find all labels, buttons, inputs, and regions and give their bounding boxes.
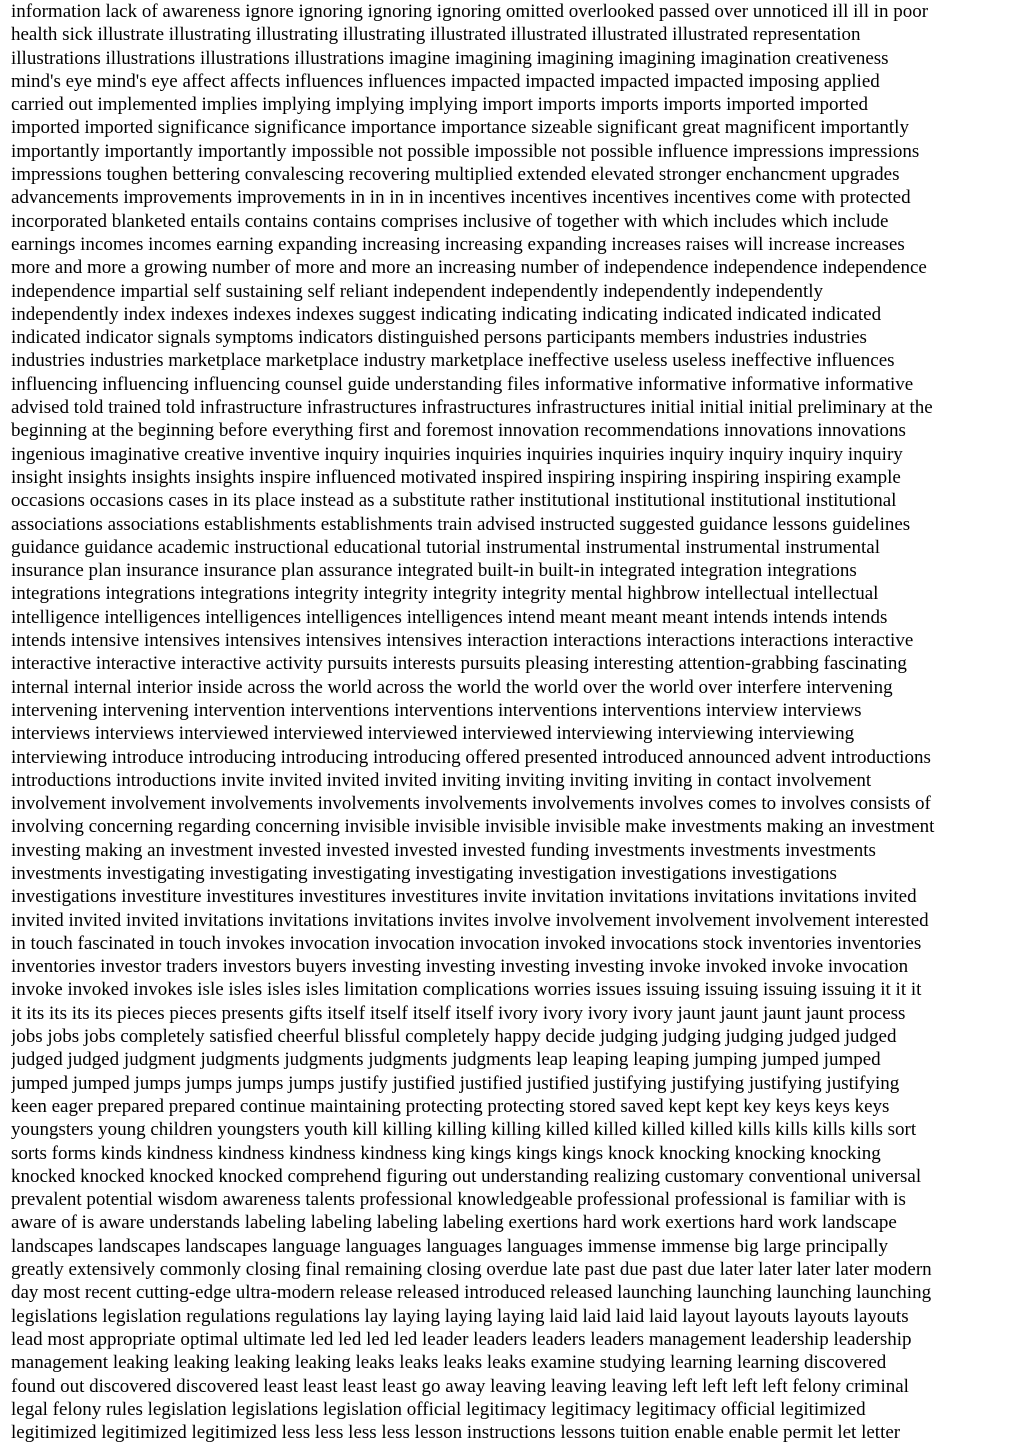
text-line: intelligence intelligences intelligences intelligences intelligences intend meant meant meant intends intends intends (11, 606, 888, 628)
text-line: inventories investor traders investors buyers investing investing investing investing invoke invoked invoke invocation (11, 956, 909, 978)
text-line: intends intensive intensives intensives intensives intensives interaction interactions interactions interactions interactive (11, 630, 914, 652)
text-line: keen eager prepared prepared continue maintaining protecting protecting stored saved kept kept key keys keys keys (11, 1095, 890, 1117)
text-line: independence impartial self sustaining self reliant independent independently independently independently (11, 280, 823, 302)
text-line: interactive interactive interactive activity pursuits interests pursuits pleasing interesting attention-grabbing fascinating (11, 653, 907, 675)
text-line: advised told trained told infrastructure infrastructures infrastructures infrastructures initial initial initial preliminary at the (11, 397, 933, 419)
text-line: ingenious imaginative creative inventive inquiry inquiries inquiries inquiries inquiries inquiry inquiry inquiry inquiry (11, 443, 903, 465)
text-line: information lack of awareness ignore ignoring ignoring ignoring omitted overlooked passed over unnoticed ill ill in poor (11, 1, 929, 22)
text-line: importantly importantly importantly impossible not possible impossible not possible influence impressions impressions (11, 140, 920, 162)
text-line: impressions toughen bettering convalescing recovering multiplied extended elevated stronger enchancment upgrades (11, 164, 900, 186)
text-line: interviewing introduce introducing introducing introducing offered presented introduced announced advent introductions (11, 746, 931, 768)
text-line: insight insights insights insights inspire influenced motivated inspired inspiring inspiring inspiring inspiring example (11, 466, 901, 488)
text-line: internal internal interior inside across the world across the world the world over the world over interfere intervening (11, 676, 893, 698)
text-line: carried out implemented implies implying implying implying import imports imports imports imported imported (11, 94, 869, 116)
text-line: involving concerning regarding concerning invisible invisible invisible invisible make investments making an investment (11, 816, 935, 838)
text-line: sorts forms kinds kindness kindness kindness kindness king kings kings kings knock knocking knocking knocking (11, 1142, 881, 1164)
text-line: day most recent cutting-edge ultra-modern release released introduced released launching launching launching launching (11, 1282, 932, 1304)
text-line: guidance guidance academic instructional educational tutorial instrumental instrumental instrumental instrumental (11, 536, 880, 558)
text-line: invited invited invited invitations invitations invitations invites involve involvement involvement involvement interested (11, 909, 929, 931)
text-line: invoke invoked invokes isle isles isles isles limitation complications worries issues issuing issuing issuing issuing it it it (11, 979, 922, 1001)
text-line: health sick illustrate illustrating illustrating illustrating illustrated illustrated illustrated illustrated representation (11, 24, 861, 46)
text-line: incorporated blanketed entails contains contains comprises inclusive of together with which includes which include (11, 210, 889, 232)
text-line: intervening intervening intervention interventions interventions interventions interventions interview interviews (11, 699, 862, 721)
word-list-body (11, 0, 1018, 1444)
text-line: associations associations establishments establishments train advised instructed suggested guidance lessons guidelines (11, 513, 911, 535)
text-line: interviews interviews interviewed interviewed interviewed interviewed interviewing interviewing interviewing (11, 723, 855, 745)
text-line: more and more a growing number of more and more an increasing number of independence independence independence (11, 257, 927, 279)
text-line: legal felony rules legislation legislations legislation official legitimacy legitimacy legitimacy official legitimized (11, 1398, 866, 1420)
text-line: insurance plan insurance insurance plan assurance integrated built-in built-in integrated integration integrations (11, 560, 857, 582)
text-line: in touch fascinated in touch invokes invocation invocation invocation invoked invocations stock inventories inventories (11, 932, 922, 954)
text-line: imported imported significance significance importance importance sizeable significant great magnificent importantly (11, 117, 909, 139)
text-line: beginning at the beginning before everything first and foremost innovation recommendations innovations innovations (11, 420, 906, 442)
text-line: knocked knocked knocked knocked comprehend figuring out understanding realizing customary conventional universal (11, 1165, 922, 1187)
text-line: involvement involvement involvements involvements involvements involvements involves comes to involves consists of (11, 793, 931, 815)
text-line: illustrations illustrations illustrations illustrations imagine imagining imagining imagining imagination creativeness (11, 47, 889, 69)
text-line: found out discovered discovered least least least least go away leaving leaving leaving left left left left felony criminal (11, 1375, 909, 1397)
text-line: lead most appropriate optimal ultimate led led led led leader leaders leaders leaders management leadership leadership (11, 1328, 912, 1350)
text-line: landscapes landscapes landscapes language languages languages languages immense immense big large principally (11, 1235, 889, 1257)
text-line: legitimized legitimized legitimized less less less less lesson instructions lessons tuition enable enable permit let letter (11, 1422, 901, 1444)
text-line: judged judged judgment judgments judgments judgments judgments leap leaping leaping jumping jumped jumped (11, 1049, 881, 1071)
text-line: youngsters young children youngsters youth kill killing killing killing killed killed killed killed kills kills kills kills sort (11, 1119, 917, 1141)
text-line: investing making an investment invested invested invested invested funding investments investments investments (11, 839, 876, 861)
text-line: indicated indicator signals symptoms indicators distinguished persons participants members industries industries (11, 327, 867, 349)
text-line: introductions introductions invite invited invited invited inviting inviting inviting inviting in contact involvement (11, 769, 872, 791)
text-line: management leaking leaking leaking leaking leaks leaks leaks leaks examine studying learning learning discovered (11, 1352, 887, 1374)
text-line: integrations integrations integrations integrity integrity integrity integrity mental highbrow intellectual intellectual (11, 583, 879, 605)
text-line: occasions occasions cases in its place instead as a substitute rather institutional institutional institutional institutional (11, 490, 897, 512)
text-line: greatly extensively commonly closing final remaining closing overdue late past due past due later later later later modern (11, 1259, 932, 1281)
text-line: prevalent potential wisdom awareness talents professional knowledgeable professional professional is familiar with is (11, 1189, 906, 1211)
text-line: aware of is aware understands labeling labeling labeling labeling exertions hard work exertions hard work landscape (11, 1212, 897, 1234)
text-line: jobs jobs jobs completely satisfied cheerful blissful completely happy decide judging judging judging judged judged (11, 1026, 897, 1048)
text-line: independently index indexes indexes indexes suggest indicating indicating indicating indicated indicated indicated (11, 303, 882, 325)
text-line: investigations investiture investitures investitures investitures invite invitation invitations invitations invitations invited (11, 886, 917, 908)
text-line: advancements improvements improvements in in in in incentives incentives incentives incentives come with protected (11, 187, 911, 209)
text-line: industries industries marketplace marketplace industry marketplace ineffective useless useless ineffective influences (11, 350, 895, 372)
text-line: influencing influencing influencing counsel guide understanding files informative informative informative informative (11, 373, 914, 395)
text-line: investments investigating investigating investigating investigating investigation investigations investigations (11, 862, 837, 884)
text-line: it its its its its pieces pieces presents gifts itself itself itself itself ivory ivory ivory ivory jaunt jaunt jaunt jaunt process (11, 1002, 906, 1024)
text-line: jumped jumped jumps jumps jumps jumps justify justified justified justified justifying justifying justifying justifying (11, 1072, 900, 1094)
text-line: mind's eye mind's eye affect affects influences influences impacted impacted impacted impacted imposing applied (11, 70, 880, 92)
text-line: legislations legislation regulations regulations lay laying laying laying laid laid laid laid layout layouts layouts layouts (11, 1305, 909, 1327)
text-line: earnings incomes incomes earning expanding increasing increasing expanding increases raises will increase increases (11, 233, 905, 255)
